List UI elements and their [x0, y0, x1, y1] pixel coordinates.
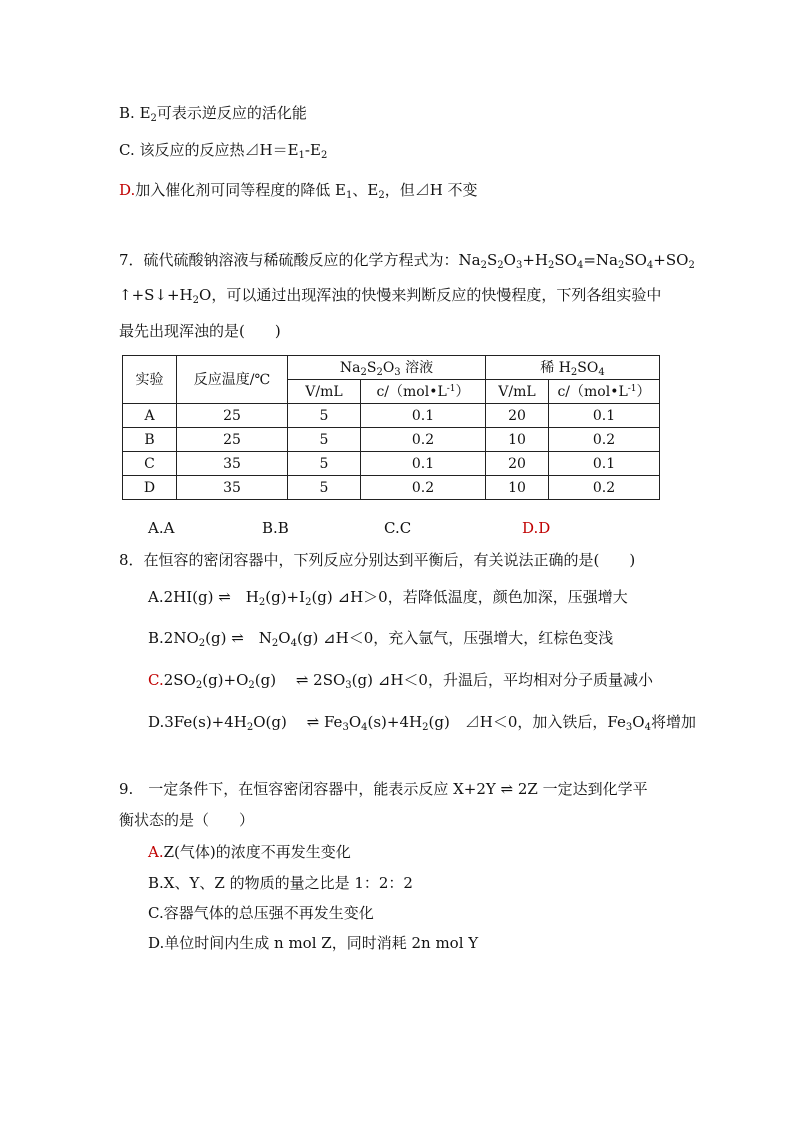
q9-option-d: D.单位时间内生成 n mol Z，同时消耗 2n mol Y: [148, 934, 479, 952]
q7-stem-line2: $↑+S↓+H_2O$，可以通过出现浑浊的快慢来判断反应的快慢程度，下列各组实验中: [119, 286, 662, 306]
table-cell: 0.2: [549, 428, 660, 452]
experiment-table: [122, 355, 660, 500]
q6-option-d: D.加入催化剂可同等程度的降低 $E_1$、$E_2$，但⊿H 不变: [119, 181, 478, 201]
header-h2so4: 稀 $H_2SO_4$: [486, 356, 660, 380]
q9-option-b: B.X、Y、Z 的物质的量之比是 1：2：2: [148, 874, 413, 892]
table-cell: 20: [486, 404, 549, 428]
table-cell: B: [123, 428, 177, 452]
table-cell: 0.1: [549, 404, 660, 428]
q7-stem-line1: 7．硫代硫酸钠溶液与稀硫酸反应的化学方程式为：$Na_2S_2O_3+H_2SO_4=Na_2SO_4+SO_2$: [119, 251, 695, 271]
q8-option-b: $B.2NO_2(g)$ ⇌ $N_2O_4(g)$ ⊿H＜0，充入氩气，压强增大，红棕色变浅: [148, 629, 614, 649]
table-cell: C: [123, 452, 177, 476]
table-cell: A: [123, 404, 177, 428]
table-cell: 5: [288, 476, 361, 500]
q6-option-b: B. $E_2$可表示逆反应的活化能: [119, 104, 307, 124]
table-cell: 0.2: [361, 476, 486, 500]
q8-option-a: A.2HI(g) ⇌ $H_2(g)+I_2(g)$ ⊿H＞0，若降低温度，颜色加深，压强增大: [148, 588, 628, 608]
table-cell: 0.1: [361, 404, 486, 428]
table-cell: 0.1: [549, 452, 660, 476]
subheader-volume-1: V/mL: [288, 380, 361, 404]
table-cell: 20: [486, 452, 549, 476]
subheader-conc-2: $c/(mol•L^{-1})$: [549, 380, 660, 404]
q6-option-c: C. 该反应的反应热$⊿H=E_1-E_2$: [119, 141, 328, 161]
q9-option-c: C.容器气体的总压强不再发生变化: [148, 904, 374, 922]
header-temperature: 反应温度/℃: [177, 356, 288, 404]
subheader-volume-2: V/mL: [486, 380, 549, 404]
q9-option-a: A.Z(气体)的浓度不再发生变化: [148, 843, 351, 861]
q7-option-b: B.B: [262, 519, 289, 537]
table-cell: D: [123, 476, 177, 500]
table-row: [123, 428, 660, 452]
subheader-conc-1: $c/(mol•L^{-1})$: [361, 380, 486, 404]
table-row: [123, 476, 660, 500]
q9-stem-line1: 9. 一定条件下，在恒容密闭容器中，能表示反应 X+2Y ⇌ 2Z 一定达到化学平: [119, 780, 648, 798]
table-cell: 5: [288, 452, 361, 476]
q9-stem-line2: 衡状态的是（ ）: [119, 811, 255, 829]
table-cell: 0.1: [361, 452, 486, 476]
table-cell: 10: [486, 476, 549, 500]
table-cell: 0.2: [549, 476, 660, 500]
header-na2s2o3: $Na_2S_2O_3$ 溶液: [288, 356, 486, 380]
q7-option-c: C.C: [384, 519, 412, 537]
header-experiment: 实验: [123, 356, 177, 404]
table-cell: 25: [177, 404, 288, 428]
table-row: [123, 452, 660, 476]
q8-stem: 8．在恒容的密闭容器中，下列反应分别达到平衡后，有关说法正确的是( ): [119, 551, 636, 569]
table-cell: 5: [288, 428, 361, 452]
q7-stem-line3: 最先出现浑浊的是( ): [119, 322, 281, 340]
table-cell: 25: [177, 428, 288, 452]
q8-option-d: $D.3Fe(s)+4H_2O(g)$ ⇌ $Fe_3O_4(s)+4H_2(g)$ ⊿H＜0，加入铁后，$Fe_3O_4$将增加: [148, 713, 696, 733]
table-row: [123, 404, 660, 428]
table-cell: 10: [486, 428, 549, 452]
table-cell: 5: [288, 404, 361, 428]
table-cell: 35: [177, 476, 288, 500]
q8-option-c: $C.2SO_2(g)+O_2(g)$ ⇌ $2SO_3(g)$ ⊿H＜0，升温后，平均相对分子质量减小: [148, 671, 653, 691]
table-cell: 35: [177, 452, 288, 476]
q7-option-d: D.D: [522, 519, 551, 537]
q7-option-a: A.A: [148, 519, 175, 537]
table-cell: 0.2: [361, 428, 486, 452]
